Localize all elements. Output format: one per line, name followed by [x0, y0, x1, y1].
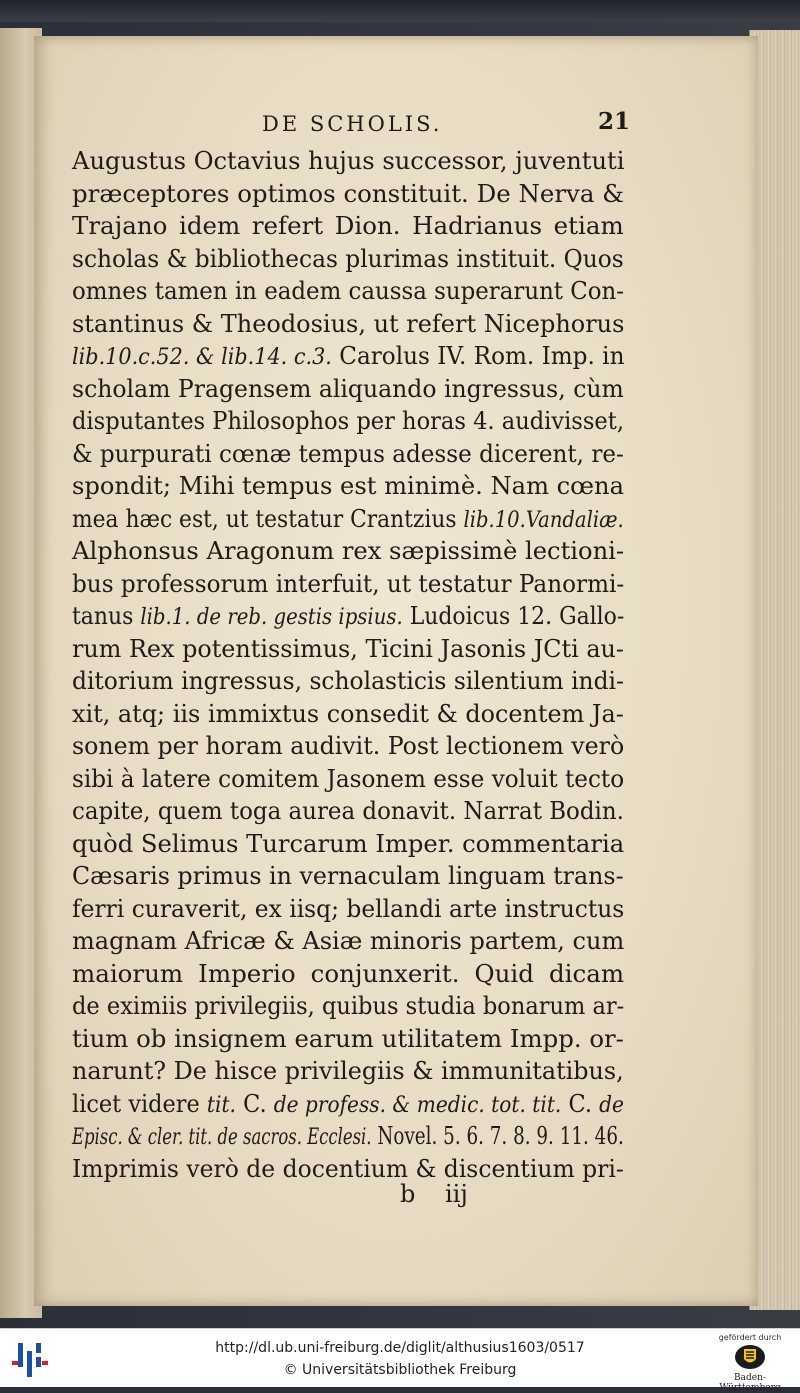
text-line	[72, 438, 624, 471]
text-line	[72, 860, 624, 893]
copyright-notice: © Universitätsbibliothek Freiburg	[283, 1362, 517, 1378]
text-segment: spondit; Mihi tempus est minimè. Nam cœna	[72, 471, 625, 500]
text-segment: capite, quem toga aurea donavit. Narrat Bodin.	[72, 796, 624, 825]
text-segment: scholam Pragensem aliquando ingressus, cùm	[72, 373, 624, 403]
text-line	[72, 665, 624, 698]
text-segment: præceptores optimos constituit. De Nerva &	[72, 178, 624, 208]
coat-of-arms-icon	[734, 1344, 766, 1370]
text-line	[72, 1023, 624, 1056]
text-line	[72, 828, 625, 861]
text-segment: Alphonsus Aragonum rex sæpissimè lectioni-	[72, 536, 625, 565]
text-line	[72, 698, 624, 731]
text-line	[72, 275, 625, 308]
text-segment: magnam Africæ & Asiæ minoris partem, cum	[72, 926, 625, 955]
italic-citation: tit.	[206, 1092, 236, 1118]
permalink-url[interactable]: http://dl.ub.uni-freiburg.de/diglit/althusius1603/0517	[215, 1340, 585, 1356]
text-segment: C.	[561, 1088, 600, 1118]
text-segment: scholas & bibliothecas plurimas instituit. Quos	[72, 243, 624, 273]
text-segment: sonem per horam audivit. Post lectionem verò	[72, 731, 625, 760]
viewer-footer	[0, 1328, 800, 1393]
running-head: DE SCHOLIS.	[262, 112, 443, 136]
text-line	[72, 925, 625, 958]
text-line	[72, 763, 625, 796]
text-segment: C.	[235, 1088, 274, 1118]
text-line	[72, 178, 623, 211]
page-number: 21	[597, 108, 630, 135]
text-segment: Ludoicus 12. Gallo-	[402, 601, 625, 630]
text-segment: Augustus Octavius hujus successor, juventuti	[72, 146, 625, 175]
text-segment: stantinus & Theodosius, ut refert Nicephorus	[72, 308, 625, 338]
italic-citation: lib.1. de reb. gestis ipsius.	[140, 605, 403, 630]
text-segment: bus professorum interfuit, ut testatur Panormi-	[72, 568, 625, 598]
text-segment: licet videre	[72, 1088, 207, 1118]
text-line	[72, 568, 625, 601]
book-cover-top	[0, 0, 800, 22]
text-segment: Carolus IV. Rom. Imp. in	[331, 341, 625, 370]
text-segment: disputantes Philosophos per horas 4. audivisset,	[72, 406, 624, 435]
text-segment: mea hæc est, ut testatur Crantzius	[72, 503, 464, 533]
text-line	[72, 1088, 624, 1121]
text-segment: omnes tamen in eadem caussa superarunt Con-	[72, 276, 625, 305]
italic-citation: de profess. & medic. tot. tit.	[273, 1092, 562, 1118]
text-line	[72, 990, 625, 1023]
text-line	[72, 1120, 624, 1153]
italic-citation: lib.10.Vandaliæ.	[463, 507, 624, 533]
text-line	[72, 373, 624, 406]
text-line	[72, 1055, 624, 1088]
text-segment: Imprimis verò de docentium & discentium pri-	[72, 1153, 624, 1183]
text-segment: Novel. 5. 6. 7. 8. 9. 11. 46.	[371, 1121, 624, 1150]
text-segment: de eximiis privilegiis, quibus studia bonarum ar-	[72, 991, 625, 1020]
body-text	[72, 145, 624, 1185]
text-line	[72, 600, 625, 633]
text-line	[72, 730, 625, 763]
italic-citation: lib.10.c.52. & lib.14. c.3.	[72, 345, 332, 370]
signature-mark: b iij	[400, 1180, 468, 1208]
text-line	[72, 1153, 624, 1186]
text-line	[72, 405, 624, 438]
italic-citation: de	[599, 1092, 624, 1118]
text-line	[72, 243, 624, 276]
text-segment: ferri curaverit, ex iisq; bellandi arte instructus	[72, 893, 625, 923]
text-line	[72, 308, 625, 341]
text-segment: tium ob insignem earum utilitatem Impp. or-	[72, 1023, 624, 1053]
text-segment: narunt? De hisce privilegiis & immunitatibus,	[72, 1056, 624, 1085]
text-line	[72, 893, 625, 926]
italic-citation: Episc. & cler. tit. de sacros. Ecclesi.	[72, 1125, 372, 1150]
text-segment: quòd Selimus Turcarum Imper. commentaria	[72, 828, 625, 858]
text-segment: ditorium ingressus, scholasticis silentium indi-	[72, 666, 624, 695]
text-line	[72, 210, 624, 243]
text-line	[72, 503, 624, 536]
text-line	[72, 535, 625, 568]
funder-name: Baden-Württemberg	[719, 1373, 781, 1393]
text-segment: Cæsaris primus in vernaculam linguam trans-	[72, 861, 624, 890]
text-segment: sibi à latere comitem Jasonem esse voluit tecto	[72, 763, 625, 793]
text-line	[72, 470, 625, 503]
text-segment: maiorum Imperio conjunxerit. Quid dicam	[72, 958, 625, 988]
page-header	[70, 108, 630, 142]
funder-caption: gefördert durch	[718, 1333, 782, 1342]
funder-logo	[708, 1333, 792, 1393]
text-segment: rum Rex potentissimus, Ticini Jasonis JCti au-	[72, 633, 624, 663]
text-line	[72, 340, 625, 373]
text-line	[72, 795, 624, 828]
text-segment: tanus	[72, 601, 141, 630]
text-line	[72, 633, 624, 666]
text-line	[72, 145, 625, 178]
text-segment: & purpurati cœnæ tempus adesse dicerent, re-	[72, 438, 624, 468]
text-segment: Trajano idem refert Dion. Hadrianus etiam	[72, 211, 624, 240]
text-segment: xit, atq; iis immixtus consedit & docentem Ja-	[72, 698, 624, 728]
text-line	[72, 958, 624, 991]
